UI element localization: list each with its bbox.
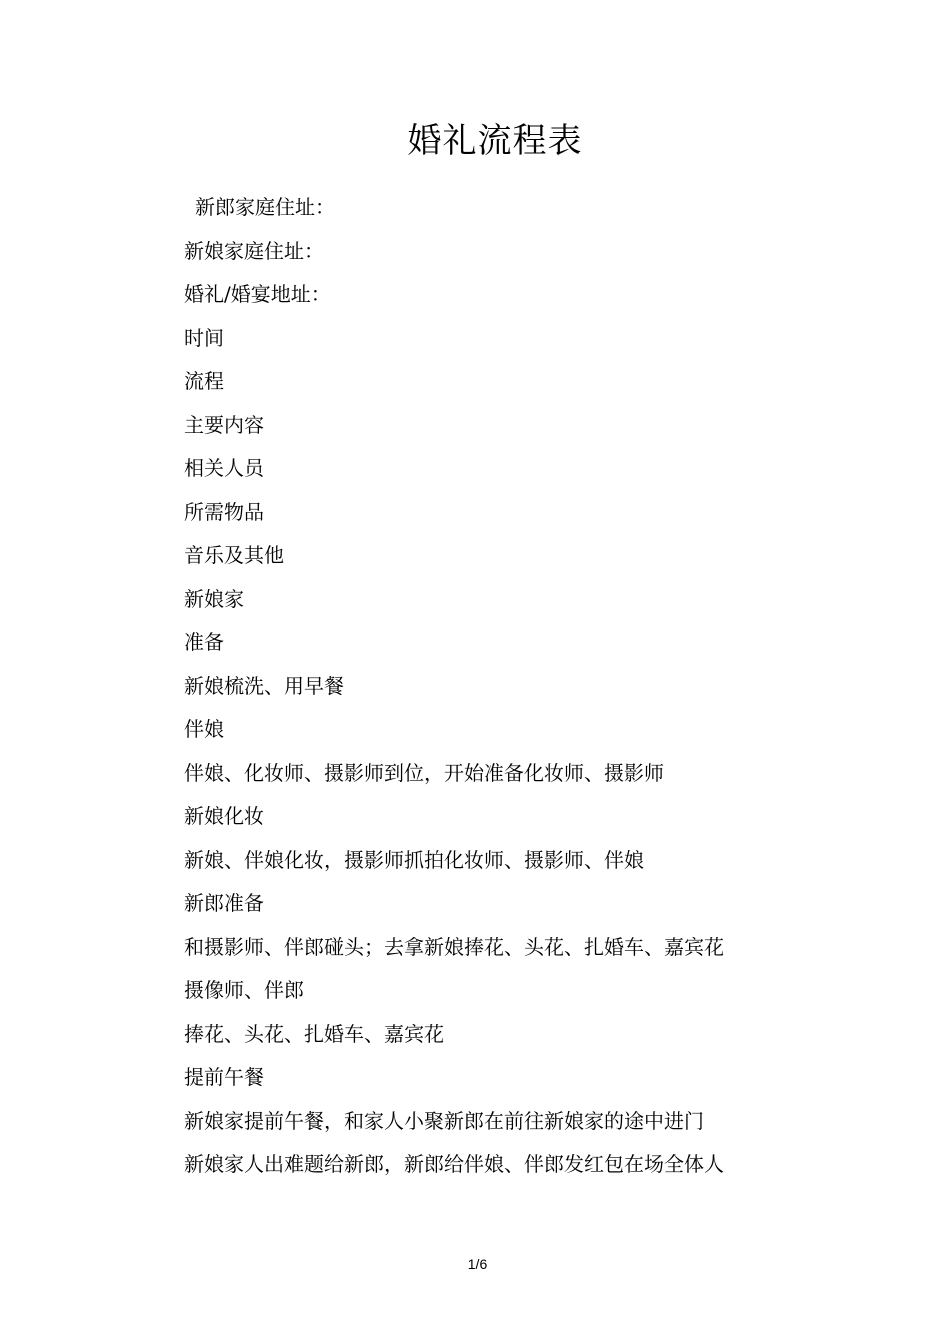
text-line: 流程 (184, 369, 224, 393)
text-line: 捧花、头花、扎婚车、嘉宾花 (184, 1021, 444, 1046)
text-line: 新娘梳洗、用早餐 (184, 673, 344, 698)
page-number: 1/6 (467, 1256, 488, 1272)
text-line: 相关人员 (184, 456, 264, 480)
text-line: 提前午餐 (184, 1065, 264, 1089)
text-line: 新娘家庭住址： (184, 238, 324, 263)
text-line: 和摄影师、伴郎碰头；去拿新娘捧花、头花、扎婚车、嘉宾花 (184, 934, 724, 959)
text-line: 音乐及其他 (184, 543, 284, 567)
text-line: 新娘、伴娘化妆，摄影师抓拍化妆师、摄影师、伴娘 (184, 847, 644, 872)
text-line: 时间 (184, 325, 224, 350)
text-line: 新娘家 (184, 586, 244, 611)
text-line: 新郎家庭住址： (195, 195, 335, 219)
text-line: 所需物品 (184, 499, 264, 524)
document-title: 婚礼流程表 (407, 121, 583, 161)
text-line: 主要内容 (184, 412, 264, 437)
text-line: 新娘化妆 (184, 804, 264, 828)
text-line: 新郎准备 (184, 891, 264, 915)
text-line: 伴娘、化妆师、摄影师到位，开始准备化妆师、摄影师 (184, 760, 664, 785)
text-line: 新娘家提前午餐，和家人小聚新郎在前往新娘家的途中进门 (184, 1108, 704, 1133)
text-line: 婚礼/婚宴地址： (184, 282, 331, 306)
text-line: 伴娘 (184, 717, 224, 741)
text-line: 新娘家人出难题给新郎，新郎给伴娘、伴郎发红包在场全体人 (184, 1152, 724, 1176)
text-line: 摄像师、伴郎 (184, 978, 304, 1002)
document-body (184, 190, 824, 1191)
text-line: 准备 (184, 630, 224, 654)
